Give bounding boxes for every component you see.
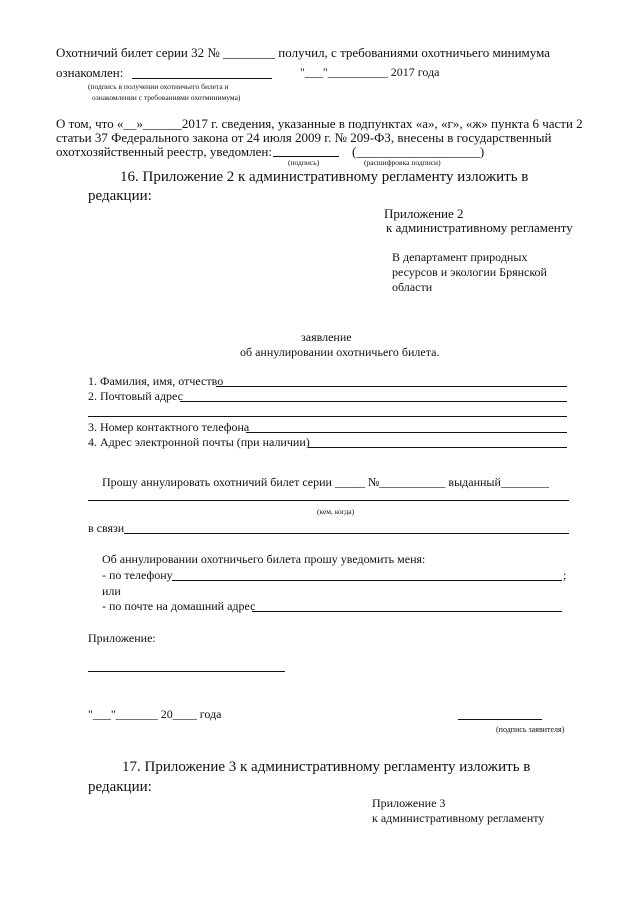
addressee-line-2: ресурсов и экологии Брянской xyxy=(392,265,547,279)
caption-applicant-signature: (подпись заявителя) xyxy=(496,725,565,734)
date-2017: "___"__________ 2017 года xyxy=(300,65,440,79)
application-date: "___"_______ 20____ года xyxy=(88,707,222,721)
field-phone-label: 3. Номер контактного телефона xyxy=(88,420,250,434)
caption-signature: (подпись) xyxy=(288,158,320,167)
reason-input-line[interactable] xyxy=(124,533,569,534)
by-mail-label: - по почте на домашний адрес xyxy=(102,599,256,613)
attachment-label: Приложение: xyxy=(88,631,156,645)
item-17-line-2: редакции: xyxy=(88,779,152,795)
item-16-line-2: редакции: xyxy=(88,188,152,204)
reason-label: в связи xyxy=(88,521,125,535)
semicolon: ; xyxy=(563,568,567,582)
appendix-2-title: Приложение 2 xyxy=(384,206,464,221)
or-text: или xyxy=(102,584,121,598)
request-line: Прошу аннулировать охотничий билет серии _____ №___________ выданный________ xyxy=(102,475,549,489)
caption-signature-receipt-2: ознакомлении с требованиями охотминимума) xyxy=(92,93,241,102)
postal-address-input-line[interactable] xyxy=(180,401,567,402)
signature-line xyxy=(132,78,272,79)
applicant-signature-line[interactable] xyxy=(458,719,542,720)
addressee-line-1: В департамент природных xyxy=(392,250,528,264)
by-phone-label: - по телефону xyxy=(102,568,173,582)
attachment-input-line[interactable] xyxy=(88,671,285,672)
email-input-line[interactable] xyxy=(308,447,567,448)
hunting-ticket-received-line: Охотничий билет серии 32 № ________ получил, с требованиями охотничьего минимума xyxy=(56,45,551,60)
addressee-line-3: области xyxy=(392,280,433,294)
field-email-label: 4. Адрес электронной почты (при наличии) xyxy=(88,435,310,449)
decode-signature-field: (___________________) xyxy=(352,144,485,159)
appendix-3-subtitle: к административному регламенту xyxy=(372,811,545,825)
phone-input-line[interactable] xyxy=(246,432,567,433)
notice-line-1: О том, что «__»______2017 г. сведения, указанные в подпунктах «а», «г», «ж» пункта 6 части 2 xyxy=(56,116,583,131)
acquainted-label: ознакомлен: xyxy=(56,65,124,80)
appendix-3-title: Приложение 3 xyxy=(372,796,446,810)
caption-issued-by: (кем, когда) xyxy=(317,507,355,516)
notice-line-3: охотхозяйственный реестр, уведомлен: xyxy=(56,144,272,159)
postal-address-input-line-2[interactable] xyxy=(88,416,567,417)
caption-decode: (расшифровка подписи) xyxy=(364,158,441,167)
field-full-name-label: 1. Фамилия, имя, отчество xyxy=(88,374,224,388)
by-phone-input-line[interactable] xyxy=(172,580,562,581)
notify-text: Об аннулировании охотничьего билета прошу уведомить меня: xyxy=(102,552,426,566)
full-name-input-line[interactable] xyxy=(216,386,567,387)
signature-line xyxy=(273,156,339,157)
caption-signature-receipt-1: (подпись в получении охотничьего билета и xyxy=(88,82,229,91)
by-mail-input-line[interactable] xyxy=(252,611,562,612)
item-17-line-1: 17. Приложение 3 к административному регламенту изложить в xyxy=(122,759,531,775)
form-subheading: об аннулировании охотничьего билета. xyxy=(240,345,440,359)
issued-by-input-line[interactable] xyxy=(88,500,569,501)
form-heading: заявление xyxy=(301,330,352,344)
field-postal-address-label: 2. Почтовый адрес xyxy=(88,389,184,403)
appendix-2-subtitle: к административному регламенту xyxy=(386,220,573,235)
item-16-line-1: 16. Приложение 2 к административному регламенту изложить в xyxy=(120,169,529,185)
notice-line-2: статьи 37 Федерального закона от 24 июля 2009 г. № 209-ФЗ, внесены в государственный xyxy=(56,130,552,145)
